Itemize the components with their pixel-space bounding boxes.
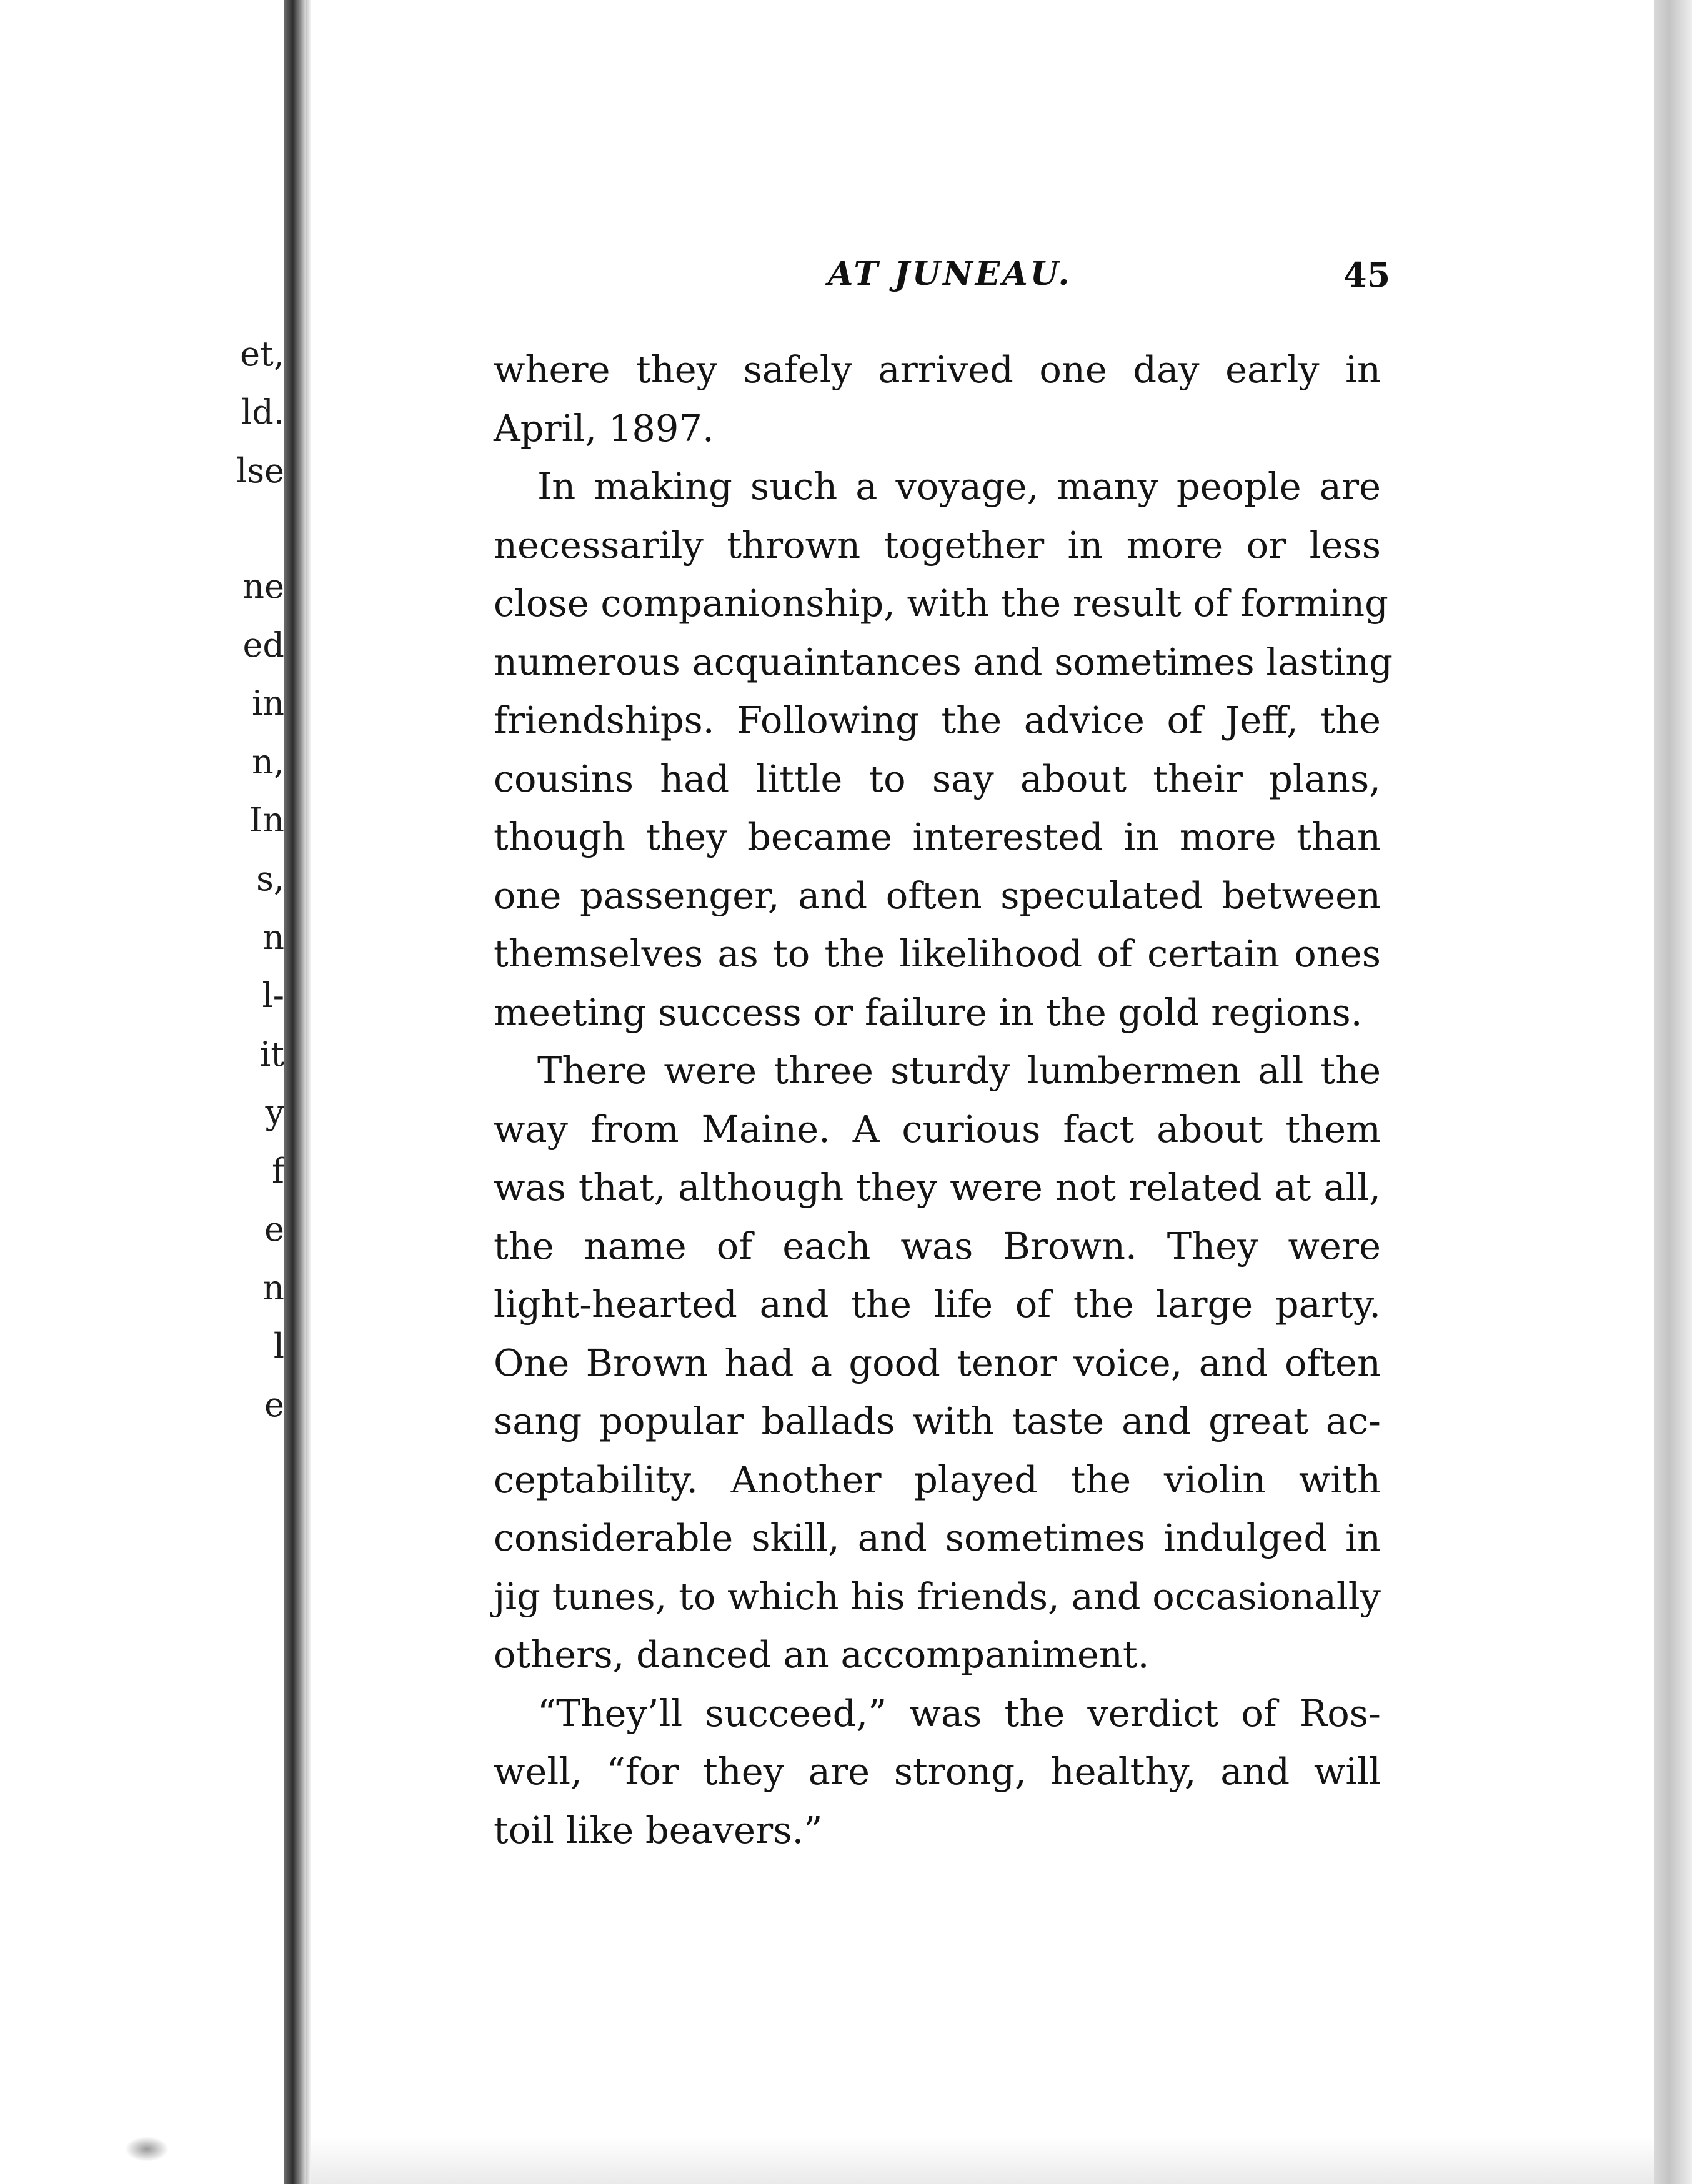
body-text bbox=[494, 340, 1393, 1859]
text-line: jig tunes, to which his friends, and occasionally bbox=[494, 1574, 1381, 1618]
paragraph-2 bbox=[494, 457, 1393, 1041]
previous-page-strip bbox=[0, 0, 284, 2184]
page-bottom-shadow bbox=[311, 2137, 1654, 2184]
prev-page-fragment: ld. bbox=[241, 392, 284, 432]
page-number: 45 bbox=[1343, 255, 1391, 295]
paragraph-1 bbox=[494, 340, 1381, 457]
prev-page-fragment: e bbox=[264, 1209, 284, 1249]
text-line: light-hearted and the life of the large party. bbox=[494, 1283, 1381, 1326]
text-line: the name of each was Brown. They were bbox=[494, 1224, 1381, 1268]
prev-page-fragment: it bbox=[260, 1035, 284, 1074]
prev-page-fragment: s, bbox=[256, 859, 284, 898]
text-line: One Brown had a good tenor voice, and often bbox=[494, 1341, 1381, 1384]
text-line: toil like beavers.” bbox=[494, 1808, 823, 1852]
prev-page-fragment: ne bbox=[242, 567, 284, 606]
prev-page-fragment: n, bbox=[252, 742, 284, 782]
running-head-title: AT JUNEAU. bbox=[828, 255, 1072, 293]
text-line: friendships. Following the advice of Jeff, the bbox=[494, 698, 1381, 742]
text-line: well, “for they are strong, healthy, and will bbox=[494, 1750, 1381, 1793]
gutter-edge bbox=[306, 0, 311, 2184]
prev-page-fragment: y bbox=[265, 1093, 284, 1132]
text-line: one passenger, and often speculated between bbox=[494, 873, 1381, 917]
running-head bbox=[0, 255, 1692, 295]
prev-page-fragment: l- bbox=[262, 976, 284, 1015]
text-line: There were three sturdy lumbermen all the bbox=[537, 1049, 1381, 1092]
text-line: meeting success or failure in the gold regions. bbox=[494, 990, 1363, 1034]
text-line: way from Maine. A curious fact about them bbox=[494, 1107, 1381, 1151]
prev-page-fragment: In bbox=[249, 800, 284, 840]
text-line: April, 1897. bbox=[494, 406, 714, 450]
prev-page-fragment: ed bbox=[242, 625, 284, 665]
prev-page-fragment: in bbox=[251, 683, 284, 723]
text-line: cousins had little to say about their plans, bbox=[494, 757, 1381, 800]
text-line: close companionship, with the result of forming bbox=[494, 582, 1388, 625]
text-line: where they safely arrived one day early in bbox=[494, 348, 1381, 391]
prev-page-fragment: lse bbox=[236, 451, 284, 490]
prev-page-fragment: f bbox=[272, 1151, 284, 1191]
text-line: “They’ll succeed,” was the verdict of Ros- bbox=[537, 1691, 1381, 1735]
prev-page-fragment: n bbox=[262, 918, 284, 957]
text-line: others, danced an accompaniment. bbox=[494, 1633, 1150, 1676]
text-line: though they became interested in more than bbox=[494, 815, 1381, 858]
text-line: considerable skill, and sometimes indulged in bbox=[494, 1516, 1381, 1559]
text-line: was that, although they were not related at all, bbox=[494, 1166, 1381, 1209]
text-line: ceptability. Another played the violin with bbox=[494, 1457, 1381, 1501]
book-gutter bbox=[284, 0, 306, 2184]
prev-page-fragment: l bbox=[273, 1326, 284, 1366]
paragraph-3 bbox=[494, 1041, 1381, 1684]
prev-page-fragment: n bbox=[262, 1268, 284, 1308]
scan-smudge bbox=[125, 2137, 169, 2162]
paragraph-4 bbox=[494, 1684, 1381, 1860]
text-line: In making such a voyage, many people are bbox=[537, 465, 1381, 508]
text-line: necessarily thrown together in more or less bbox=[494, 523, 1381, 567]
prev-page-fragment: et, bbox=[240, 334, 284, 374]
page-right-edge bbox=[1654, 0, 1692, 2184]
text-line: numerous acquaintances and sometimes lasting bbox=[494, 640, 1393, 683]
prev-page-fragment: e bbox=[264, 1385, 284, 1424]
text-line: themselves as to the likelihood of certain ones bbox=[494, 932, 1381, 975]
text-line: sang popular ballads with taste and great ac- bbox=[494, 1399, 1381, 1442]
